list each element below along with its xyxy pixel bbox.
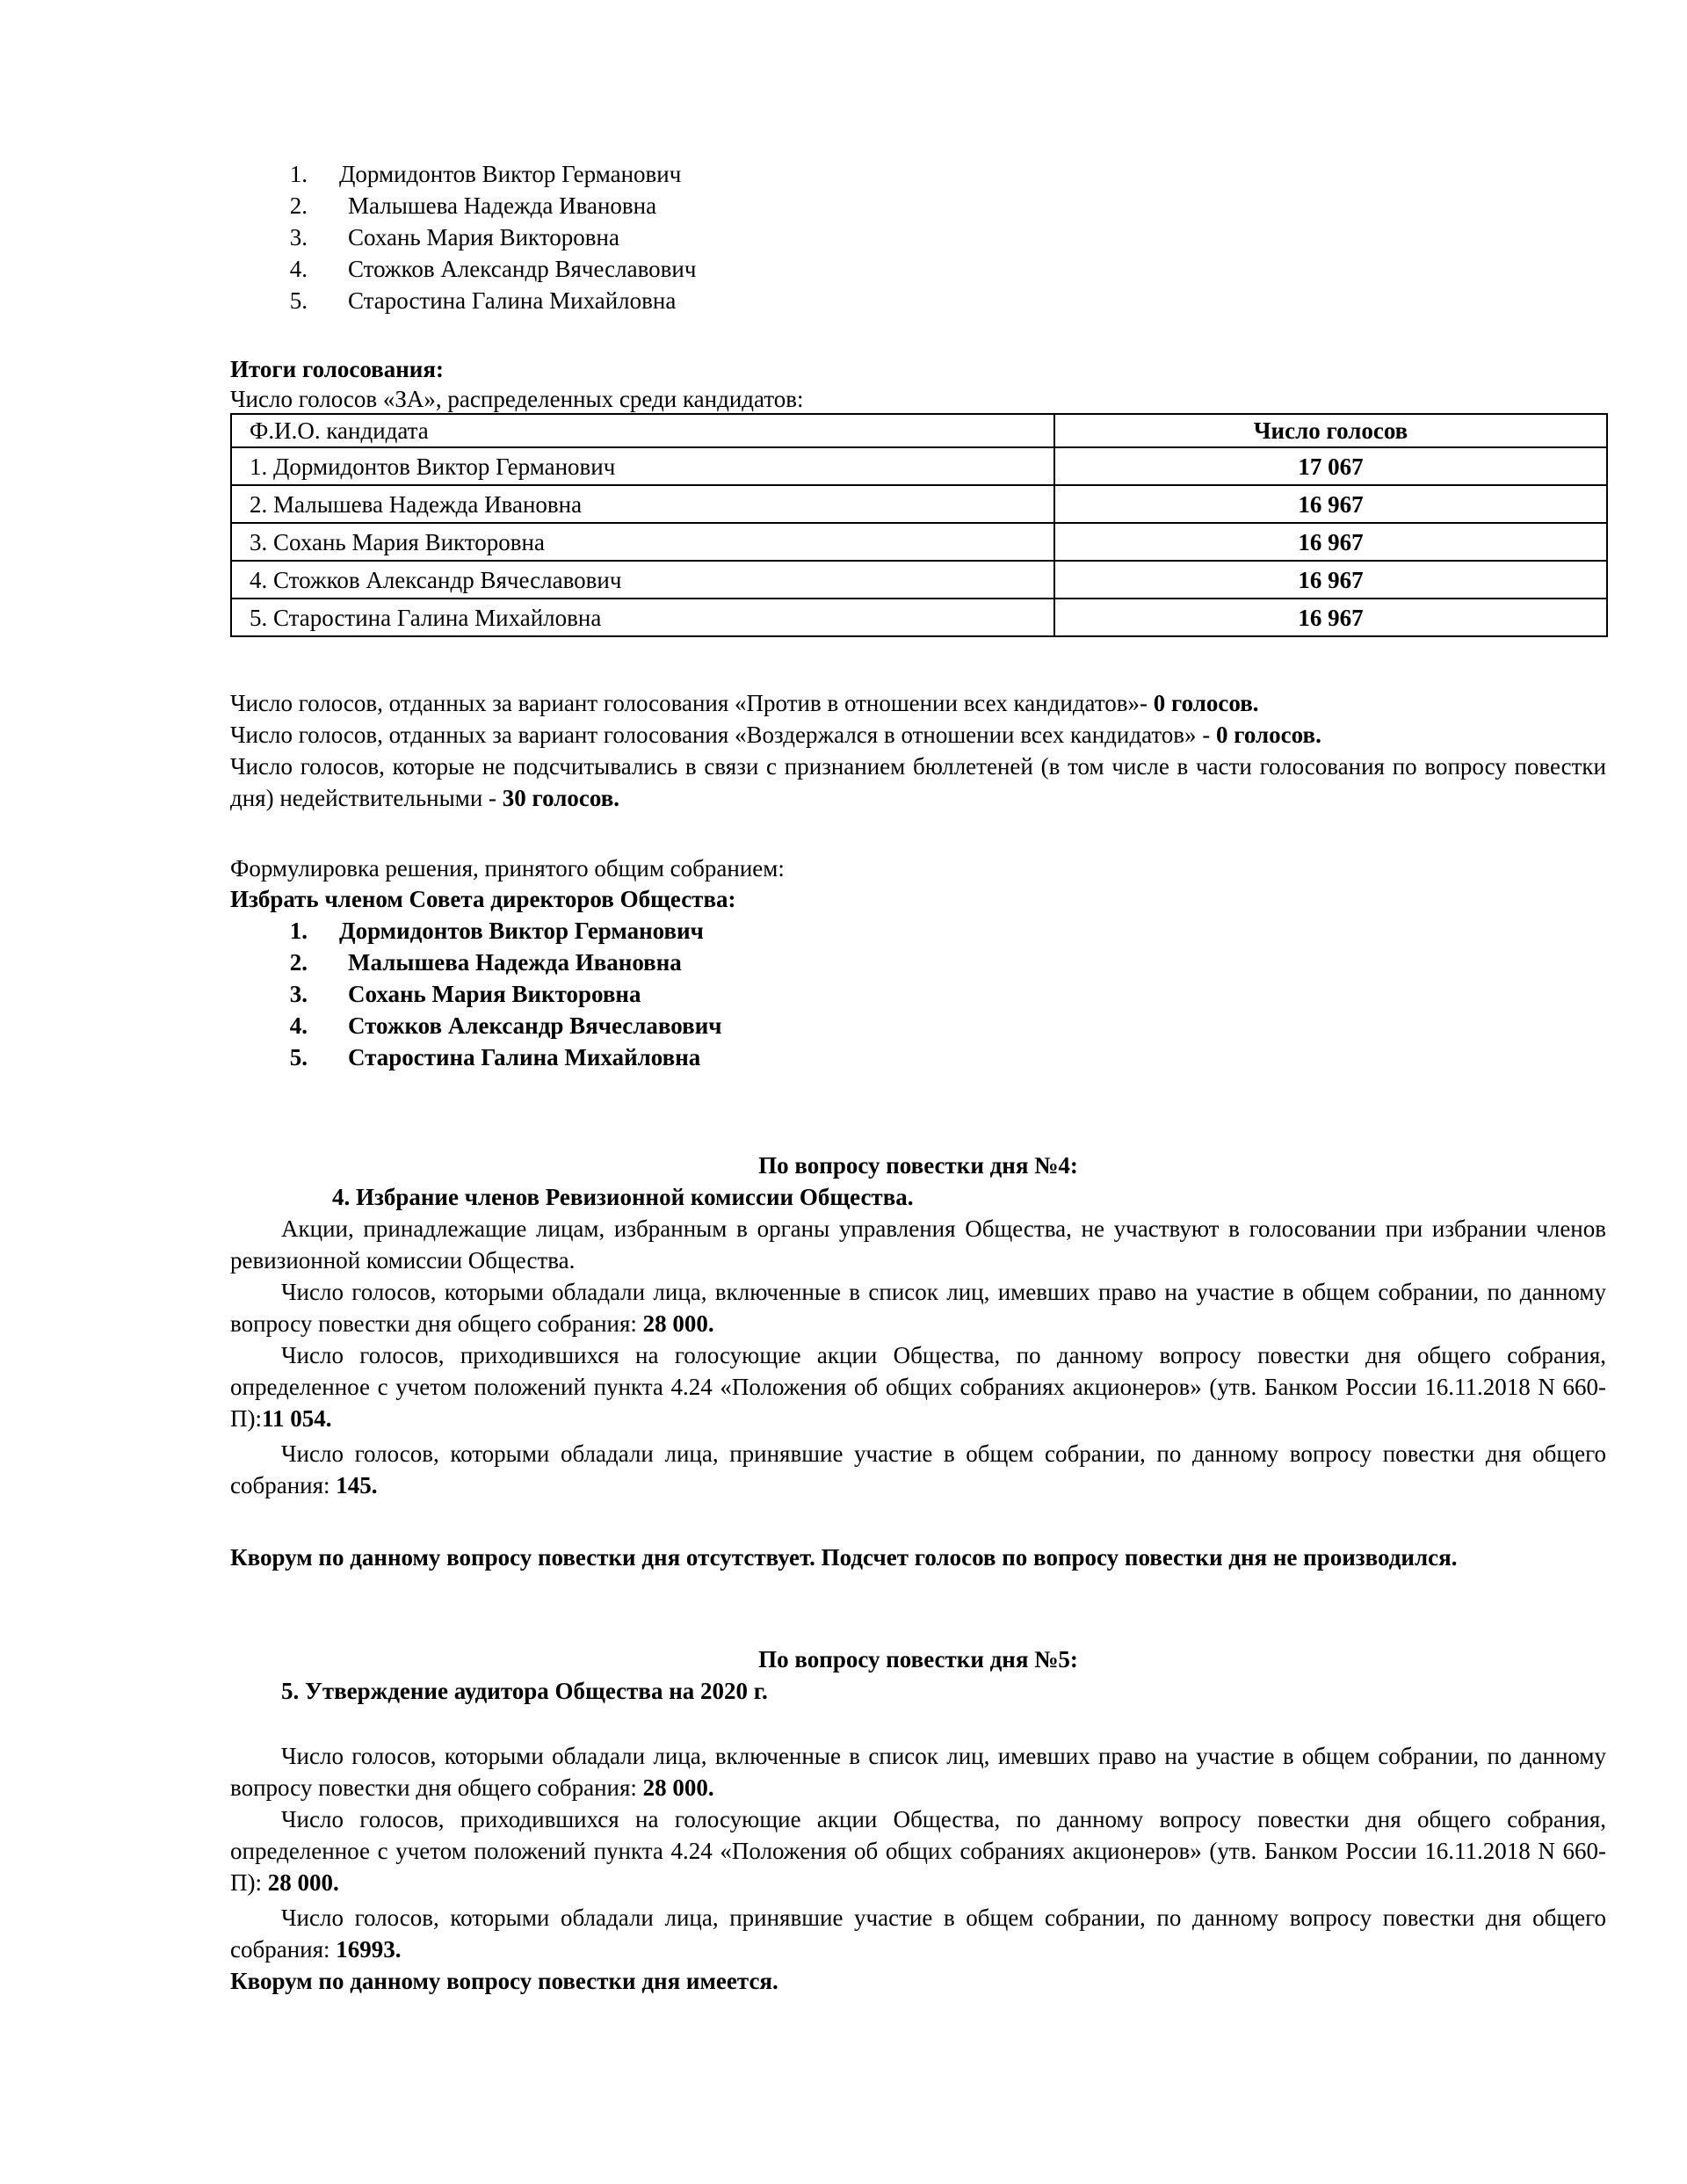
item4-paragraph-4 xyxy=(230,1438,1606,1501)
against-value: 0 голосов. xyxy=(1153,690,1259,716)
list-item-number: 3. xyxy=(289,224,308,250)
item5-p2-value: 28 000. xyxy=(267,1869,339,1896)
item4-p4-text: Число голосов, которыми обладали лица, принявшие участие в общем собрании, по данному вопросу повестки дня общего собрания: xyxy=(230,1440,1606,1498)
list-item-name: Сохань Мария Викторовна xyxy=(348,224,619,250)
item4-title: 4. Избрание членов Ревизионной комиссии Общества. xyxy=(332,1184,914,1210)
item5-heading: По вопросу повестки дня №5: xyxy=(758,1646,1078,1672)
table-header-name: Ф.И.О. кандидата xyxy=(231,414,1054,447)
table-cell-name: 2. Малышева Надежда Ивановна xyxy=(231,485,1054,523)
against-line xyxy=(230,687,1259,719)
results-heading: Итоги голосования: xyxy=(230,356,444,382)
table-row xyxy=(231,485,1607,523)
table-cell-votes: 16 967 xyxy=(1054,561,1607,599)
item4-quorum: Кворум по данному вопросу повестки дня отсутствует. Подсчет голосов по вопросу повестки дня не производился. xyxy=(230,1544,1458,1571)
abstain-line xyxy=(230,719,1321,751)
table-cell-votes: 16 967 xyxy=(1054,599,1607,636)
table-cell-name: 4. Стожков Александр Вячеславович xyxy=(231,561,1054,599)
list-item-number: 2. xyxy=(289,192,308,219)
table-cell-name: 3. Сохань Мария Викторовна xyxy=(231,523,1054,561)
table-row xyxy=(231,447,1607,485)
item5-paragraph-1 xyxy=(230,1740,1606,1803)
against-text: Число голосов, отданных за вариант голосования «Против в отношении всех кандидатов»- xyxy=(230,690,1154,716)
table-row xyxy=(231,599,1607,636)
item5-title: 5. Утверждение аудитора Общества на 2020 г. xyxy=(281,1678,768,1704)
list-item-number: 2. xyxy=(289,949,308,976)
list-item-name: Сохань Мария Викторовна xyxy=(348,981,641,1007)
item5-p1-text: Число голосов, которыми обладали лица, включенные в список лиц, имевших право на участие в общем собрании, по данному вопросу повестки дня общего собрания: xyxy=(230,1743,1606,1801)
votes-table xyxy=(230,413,1608,637)
decision-heading: Избрать членом Совета директоров Общества: xyxy=(230,886,736,912)
table-header-votes: Число голосов xyxy=(1054,414,1607,447)
item4-p2-value: 28 000. xyxy=(642,1310,714,1337)
abstain-value: 0 голосов. xyxy=(1216,722,1321,748)
list-item-name: Малышева Надежда Ивановна xyxy=(348,949,682,976)
table-cell-name: 1. Дормидонтов Виктор Германович xyxy=(231,447,1054,485)
item5-paragraph-3 xyxy=(230,1902,1606,1965)
list-item-name: Дормидонтов Виктор Германович xyxy=(339,161,682,187)
item4-p3-value: 11 054. xyxy=(262,1405,332,1432)
invalid-text: Число голосов, которые не подсчитывались в связи с признанием бюллетеней (в том числе в части голосования по вопросу повестки дня) недействительными - xyxy=(230,753,1606,811)
item4-paragraph-1: Акции, принадлежащие лицам, избранным в органы управления Общества, не участвуют в голосовании при избрании членов ревизионной комиссии Общества. xyxy=(230,1215,1606,1273)
results-subheading: Число голосов «ЗА», распределенных среди кандидатов: xyxy=(230,386,804,412)
item4-paragraph-3 xyxy=(230,1339,1606,1434)
table-row xyxy=(231,523,1607,561)
invalid-value: 30 голосов. xyxy=(502,785,620,811)
list-item-name: Старостина Галина Михайловна xyxy=(348,1044,701,1070)
item5-p2-text: Число голосов, приходившихся на голосующие акции Общества, по данному вопросу повестки дня общего собрания, определенное с учетом положений пункта 4.24 «Положения об общих собраниях акционеров» (утв. Банком России 16.11.2018 N 660-П): xyxy=(230,1806,1606,1896)
item4-p4-value: 145. xyxy=(336,1472,378,1498)
table-row xyxy=(231,561,1607,599)
item5-p3-value: 16993. xyxy=(336,1936,402,1963)
list-item-name: Малышева Надежда Ивановна xyxy=(348,192,657,219)
list-item-number: 4. xyxy=(289,1012,308,1039)
abstain-text: Число голосов, отданных за вариант голосования «Воздержался в отношении всех кандидатов» - xyxy=(230,722,1217,748)
table-header-row xyxy=(231,414,1607,447)
item4-heading: По вопросу повестки дня №4: xyxy=(758,1152,1078,1179)
item4-p3-text: Число голосов, приходившихся на голосующие акции Общества, по данному вопросу повестки дня общего собрания, определенное с учетом положений пункта 4.24 «Положения об общих собраниях акционеров» (утв. Банком России 16.11.2018 N 660-П): xyxy=(230,1342,1606,1432)
list-item-number: 1. xyxy=(289,918,308,944)
list-item-name: Стожков Александр Вячеславович xyxy=(348,1012,722,1039)
list-item-number: 5. xyxy=(289,1044,308,1070)
list-item-name: Дормидонтов Виктор Германович xyxy=(339,918,704,944)
item4-p2-text: Число голосов, которыми обладали лица, включенные в список лиц, имевших право на участие в общем собрании, по данному вопросу повестки дня общего собрания: xyxy=(230,1279,1606,1337)
list-item-number: 5. xyxy=(289,287,308,314)
list-item-number: 4. xyxy=(289,256,308,282)
list-item-name: Старостина Галина Михайловна xyxy=(348,287,677,314)
list-item-name: Стожков Александр Вячеславович xyxy=(348,256,697,282)
decision-label: Формулировка решения, принятого общим собранием: xyxy=(230,855,785,882)
item5-p1-value: 28 000. xyxy=(642,1774,714,1801)
list-item-number: 3. xyxy=(289,981,308,1007)
item5-quorum: Кворум по данному вопросу повестки дня имеется. xyxy=(230,1968,778,1994)
table-cell-votes: 16 967 xyxy=(1054,485,1607,523)
item5-p3-text: Число голосов, которыми обладали лица, принявшие участие в общем собрании, по данному вопросу повестки дня общего собрания: xyxy=(230,1905,1606,1963)
item5-paragraph-2 xyxy=(230,1803,1606,1898)
list-item-number: 1. xyxy=(289,161,308,187)
table-cell-votes: 16 967 xyxy=(1054,523,1607,561)
table-cell-name: 5. Старостина Галина Михайловна xyxy=(231,599,1054,636)
table-cell-votes: 17 067 xyxy=(1054,447,1607,485)
invalid-paragraph xyxy=(230,751,1606,814)
item4-paragraph-2 xyxy=(230,1276,1606,1339)
